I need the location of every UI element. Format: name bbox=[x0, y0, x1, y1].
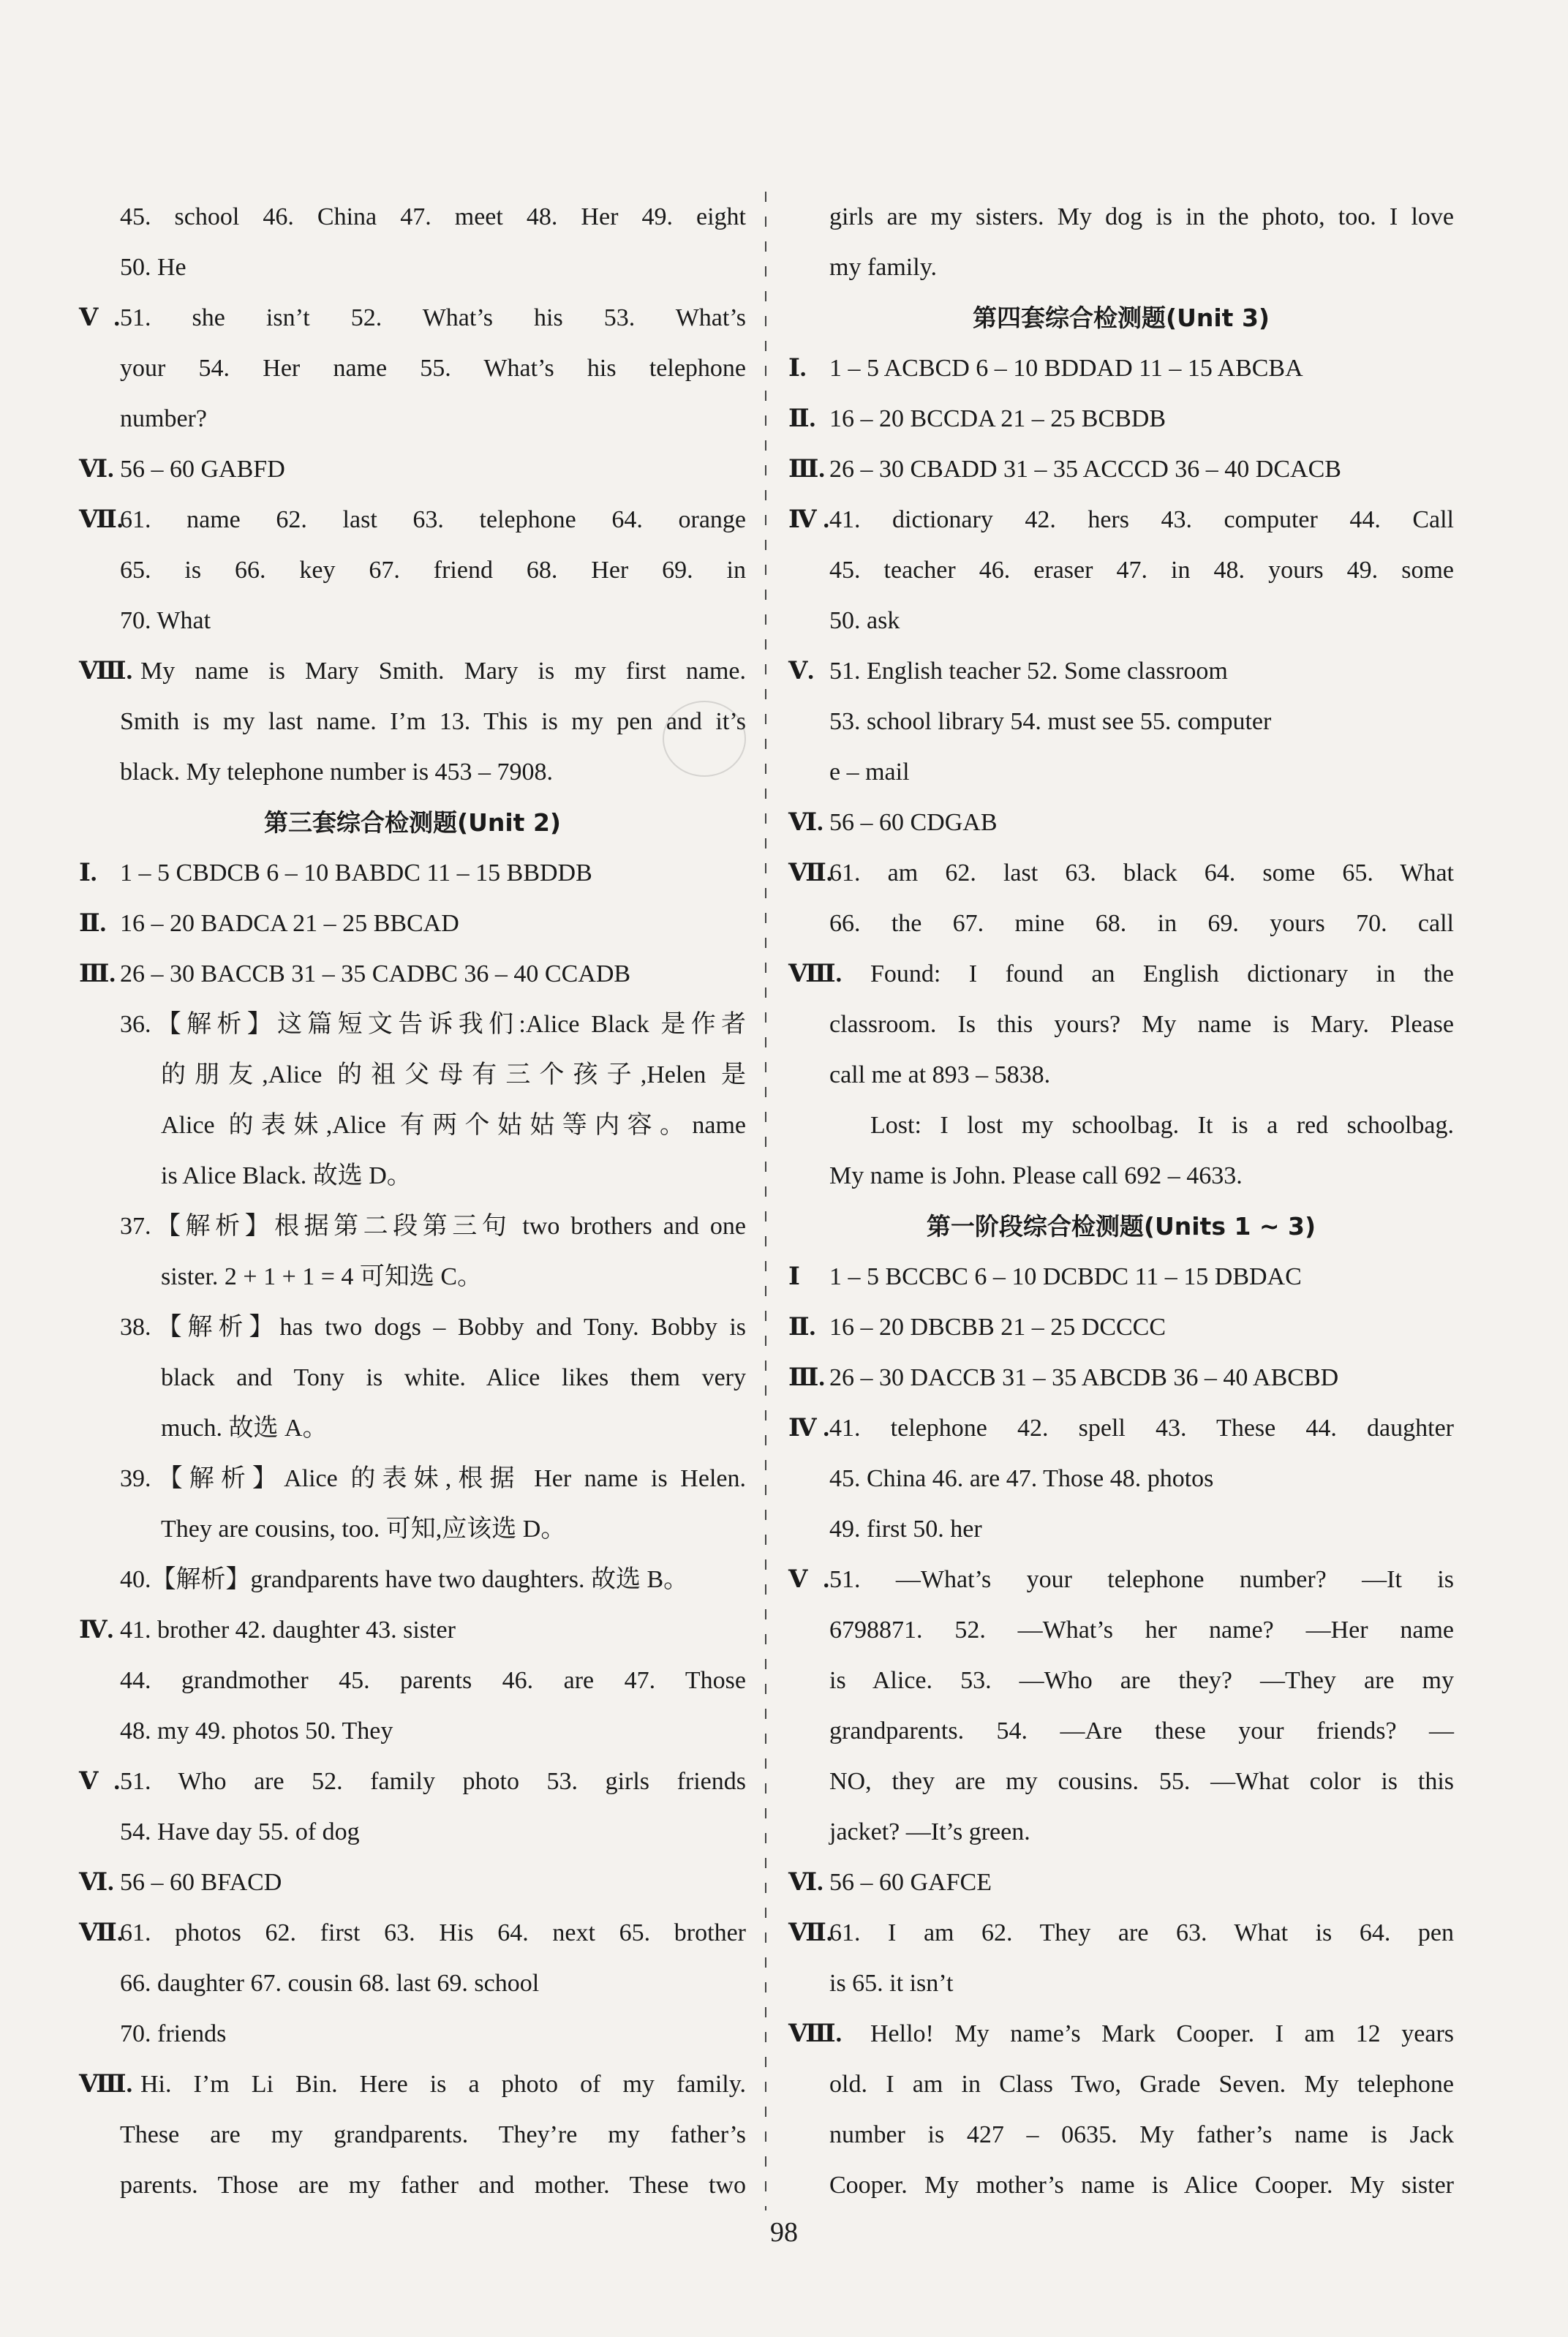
section-heading: 第三套综合检测题(Unit 2) bbox=[264, 808, 561, 837]
section-numeral: Ⅶ. bbox=[79, 506, 124, 533]
answer-text: 26 – 30 CBADD 31 – 35 ACCCD 36 – 40 DCACB bbox=[829, 456, 1341, 483]
answer-line: old. I am in Class Two, Grade Seven. My telephone bbox=[829, 2071, 1454, 2098]
right-column bbox=[788, 192, 1454, 2210]
answer-line: your 54. Her name 55. What’s his telephone bbox=[120, 355, 746, 382]
answer-line bbox=[788, 1908, 1454, 1958]
explanation-line: 40.【解析】grandparents have two daughters. 故选 B。 bbox=[120, 1566, 689, 1593]
answer-line: is Alice. 53. —Who are they? —They are my bbox=[829, 1667, 1454, 1694]
section-numeral: Ⅳ. bbox=[788, 506, 829, 533]
section-numeral: Ⅷ. bbox=[79, 658, 133, 685]
explanation-line: 的朋友,Alice 的祖父母有三个孩子,Helen 是 bbox=[161, 1061, 746, 1088]
answer-line: 6798871. 52. —What’s her name? —Her name bbox=[829, 1617, 1454, 1644]
answer-text: 41. brother 42. daughter 43. sister bbox=[120, 1617, 456, 1644]
answer-line: black. My telephone number is 453 – 7908. bbox=[120, 759, 554, 786]
answer-text: 16 – 20 BCCDA 21 – 25 BCBDB bbox=[829, 405, 1166, 432]
section-numeral: Ⅳ. bbox=[79, 1617, 114, 1644]
answer-line bbox=[79, 1908, 746, 1958]
answer-text: 26 – 30 BACCB 31 – 35 CADBC 36 – 40 CCADB bbox=[120, 960, 631, 987]
answer-line bbox=[79, 1857, 746, 1908]
answer-line bbox=[788, 1403, 1454, 1453]
section-numeral: Ⅴ. bbox=[79, 1768, 120, 1795]
answer-line: my family. bbox=[829, 254, 937, 281]
section-numeral: Ⅶ. bbox=[788, 859, 833, 887]
answer-line bbox=[79, 2059, 746, 2110]
answer-text: My name is Mary Smith. Mary is my first name. bbox=[140, 658, 746, 685]
answer-text: 51. English teacher 52. Some classroom bbox=[829, 658, 1228, 685]
answer-line: number? bbox=[120, 405, 207, 432]
explanation-line: 37.【解析】根据第二段第三句 two brothers and one bbox=[120, 1213, 746, 1240]
answer-line: 50. He bbox=[120, 254, 186, 281]
section-numeral: Ⅶ. bbox=[788, 1919, 833, 1946]
answer-line bbox=[79, 444, 746, 494]
answer-line bbox=[79, 949, 746, 999]
answer-line bbox=[788, 797, 1454, 848]
answer-line bbox=[788, 1302, 1454, 1352]
explanation-line: 36.【解析】这篇短文告诉我们:Alice Black 是作者 bbox=[120, 1011, 746, 1038]
answer-line bbox=[79, 898, 746, 949]
answer-text: Found: I found an English dictionary in the bbox=[870, 960, 1454, 987]
answer-line: Lost: I lost my schoolbag. It is a red schoolbag. bbox=[870, 1112, 1454, 1139]
answer-line bbox=[788, 1857, 1454, 1908]
answer-text: 26 – 30 DACCB 31 – 35 ABCDB 36 – 40 ABCBD bbox=[829, 1364, 1339, 1391]
answer-text: 56 – 60 GABFD bbox=[120, 456, 285, 483]
answer-text: Hi. I’m Li Bin. Here is a photo of my family. bbox=[140, 2071, 746, 2098]
answer-line bbox=[788, 2009, 1454, 2059]
section-numeral: Ⅱ. bbox=[79, 910, 107, 937]
section-numeral: Ⅵ. bbox=[79, 1869, 114, 1896]
answer-line: 53. school library 54. must see 55. computer bbox=[829, 708, 1272, 735]
answer-line: These are my grandparents. They’re my father’s bbox=[120, 2121, 746, 2148]
explanation-line: Alice 的表妹,Alice 有两个姑姑等内容。name bbox=[161, 1112, 746, 1139]
answer-line bbox=[788, 444, 1454, 494]
explanation-line: black and Tony is white. Alice likes them very bbox=[161, 1364, 746, 1391]
answer-line: grandparents. 54. —Are these your friends? — bbox=[829, 1717, 1454, 1745]
answer-line bbox=[79, 1756, 746, 1807]
answer-line bbox=[788, 394, 1454, 444]
answer-text: 41. telephone 42. spell 43. These 44. daughter bbox=[829, 1415, 1454, 1442]
answer-line: 70. What bbox=[120, 607, 211, 634]
answer-line: number is 427 – 0635. My father’s name is Jack bbox=[829, 2121, 1454, 2148]
answer-line: e – mail bbox=[829, 759, 910, 786]
answer-text: 1 – 5 CBDCB 6 – 10 BABDC 11 – 15 BBDDB bbox=[120, 859, 592, 887]
answer-line: 48. my 49. photos 50. They bbox=[120, 1717, 393, 1745]
answer-line: girls are my sisters. My dog is in the photo, too. I love bbox=[829, 203, 1454, 230]
answer-text: 61. I am 62. They are 63. What is 64. pen bbox=[829, 1919, 1454, 1946]
answer-text: 56 – 60 BFACD bbox=[120, 1869, 282, 1896]
answer-text: 61. name 62. last 63. telephone 64. orange bbox=[120, 506, 746, 533]
column-divider bbox=[765, 192, 766, 2210]
answer-line bbox=[788, 494, 1454, 545]
answer-line: 66. the 67. mine 68. in 69. yours 70. call bbox=[829, 910, 1454, 937]
answer-line: 54. Have day 55. of dog bbox=[120, 1818, 360, 1845]
section-numeral: Ⅰ. bbox=[79, 859, 97, 887]
answer-line: parents. Those are my father and mother. These two bbox=[120, 2172, 746, 2199]
answer-line bbox=[788, 949, 1454, 999]
section-numeral: Ⅲ. bbox=[79, 960, 116, 987]
page-number: 98 bbox=[770, 2217, 798, 2248]
answer-line: 49. first 50. her bbox=[829, 1516, 982, 1543]
answer-line: jacket? —It’s green. bbox=[829, 1818, 1030, 1845]
answer-line bbox=[788, 1352, 1454, 1403]
answer-line: is 65. it isn’t bbox=[829, 1970, 954, 1997]
answer-line: My name is John. Please call 692 – 4633. bbox=[829, 1162, 1243, 1189]
section-numeral: Ⅲ. bbox=[788, 456, 825, 483]
section-numeral: Ⅱ. bbox=[788, 1314, 816, 1341]
section-heading: 第一阶段综合检测题(Units 1 ~ 3) bbox=[926, 1212, 1316, 1241]
answer-line bbox=[79, 494, 746, 545]
answer-line: 44. grandmother 45. parents 46. are 47. Those bbox=[120, 1667, 746, 1694]
answer-line: 45. China 46. are 47. Those 48. photos bbox=[829, 1465, 1214, 1492]
section-numeral: Ⅳ. bbox=[788, 1415, 829, 1442]
answer-text: 61. am 62. last 63. black 64. some 65. What bbox=[829, 859, 1454, 887]
answer-line: classroom. Is this yours? My name is Mary. Please bbox=[829, 1011, 1454, 1038]
answer-text: 1 – 5 BCCBC 6 – 10 DCBDC 11 – 15 DBDAC bbox=[829, 1263, 1302, 1290]
answer-text: Hello! My name’s Mark Cooper. I am 12 years bbox=[870, 2020, 1454, 2047]
section-numeral: Ⅷ. bbox=[788, 960, 843, 987]
answer-line: NO, they are my cousins. 55. —What color is this bbox=[829, 1768, 1454, 1795]
answer-text: 51. she isn’t 52. What’s his 53. What’s bbox=[120, 304, 746, 331]
section-numeral: Ⅷ. bbox=[79, 2071, 133, 2098]
answer-line bbox=[79, 293, 746, 343]
answer-text: 61. photos 62. first 63. His 64. next 65. brother bbox=[120, 1919, 746, 1946]
section-numeral: Ⅷ. bbox=[788, 2020, 843, 2047]
section-numeral: Ⅲ. bbox=[788, 1364, 825, 1391]
answer-text: 41. dictionary 42. hers 43. computer 44. Call bbox=[829, 506, 1454, 533]
answer-line: 65. is 66. key 67. friend 68. Her 69. in bbox=[120, 557, 746, 584]
section-numeral: Ⅶ. bbox=[79, 1919, 124, 1946]
left-column bbox=[79, 192, 746, 2210]
answer-line bbox=[788, 848, 1454, 898]
section-numeral: Ⅵ. bbox=[788, 809, 823, 836]
section-numeral: Ⅴ. bbox=[788, 658, 814, 685]
answer-line: 45. teacher 46. eraser 47. in 48. yours 49. some bbox=[829, 557, 1454, 584]
answer-line bbox=[788, 646, 1454, 696]
answer-text: 51. Who are 52. family photo 53. girls friends bbox=[120, 1768, 746, 1795]
answer-text: 51. —What’s your telephone number? —It is bbox=[829, 1566, 1454, 1593]
explanation-line: much. 故选 A。 bbox=[161, 1415, 328, 1442]
answer-line bbox=[79, 1605, 746, 1655]
answer-text: 16 – 20 BADCA 21 – 25 BBCAD bbox=[120, 910, 459, 937]
answer-line: 50. ask bbox=[829, 607, 900, 634]
answer-text: 1 – 5 ACBCD 6 – 10 BDDAD 11 – 15 ABCBA bbox=[829, 355, 1303, 382]
answer-line: call me at 893 – 5838. bbox=[829, 1061, 1051, 1088]
section-numeral: Ⅰ bbox=[788, 1263, 800, 1290]
answer-line bbox=[788, 1554, 1454, 1605]
explanation-line: 38.【解析】has two dogs – Bobby and Tony. Bobby is bbox=[120, 1314, 746, 1341]
section-numeral: Ⅴ. bbox=[79, 304, 120, 331]
answer-line bbox=[79, 848, 746, 898]
answer-line: Smith is my last name. I’m 13. This is my pen and it’s bbox=[120, 708, 746, 735]
answer-line bbox=[788, 1252, 1454, 1302]
section-numeral: Ⅱ. bbox=[788, 405, 816, 432]
answer-line bbox=[788, 343, 1454, 394]
explanation-line: They are cousins, too. 可知,应该选 D。 bbox=[161, 1516, 566, 1543]
answer-text: 16 – 20 DBCBB 21 – 25 DCCCC bbox=[829, 1314, 1166, 1341]
explanation-line: is Alice Black. 故选 D。 bbox=[161, 1162, 412, 1189]
answer-line bbox=[79, 646, 746, 696]
faint-watermark-stamp bbox=[663, 701, 746, 777]
answer-line: Cooper. My mother’s name is Alice Cooper. My sister bbox=[829, 2172, 1454, 2199]
section-numeral: Ⅴ. bbox=[788, 1566, 829, 1593]
explanation-line: sister. 2 + 1 + 1 = 4 可知选 C。 bbox=[161, 1263, 483, 1290]
answer-line: 70. friends bbox=[120, 2020, 227, 2047]
answer-line: 66. daughter 67. cousin 68. last 69. school bbox=[120, 1970, 540, 1997]
answer-line: 45. school 46. China 47. meet 48. Her 49. eight bbox=[120, 203, 746, 230]
section-numeral: Ⅰ. bbox=[788, 355, 807, 382]
explanation-line: 39.【解析】Alice 的表妹,根据 Her name is Helen. bbox=[120, 1465, 746, 1492]
answer-text: 56 – 60 GAFCE bbox=[829, 1869, 992, 1896]
section-numeral: Ⅵ. bbox=[79, 456, 114, 483]
section-heading: 第四套综合检测题(Unit 3) bbox=[973, 304, 1270, 332]
section-numeral: Ⅵ. bbox=[788, 1869, 823, 1896]
answer-text: 56 – 60 CDGAB bbox=[829, 809, 998, 836]
